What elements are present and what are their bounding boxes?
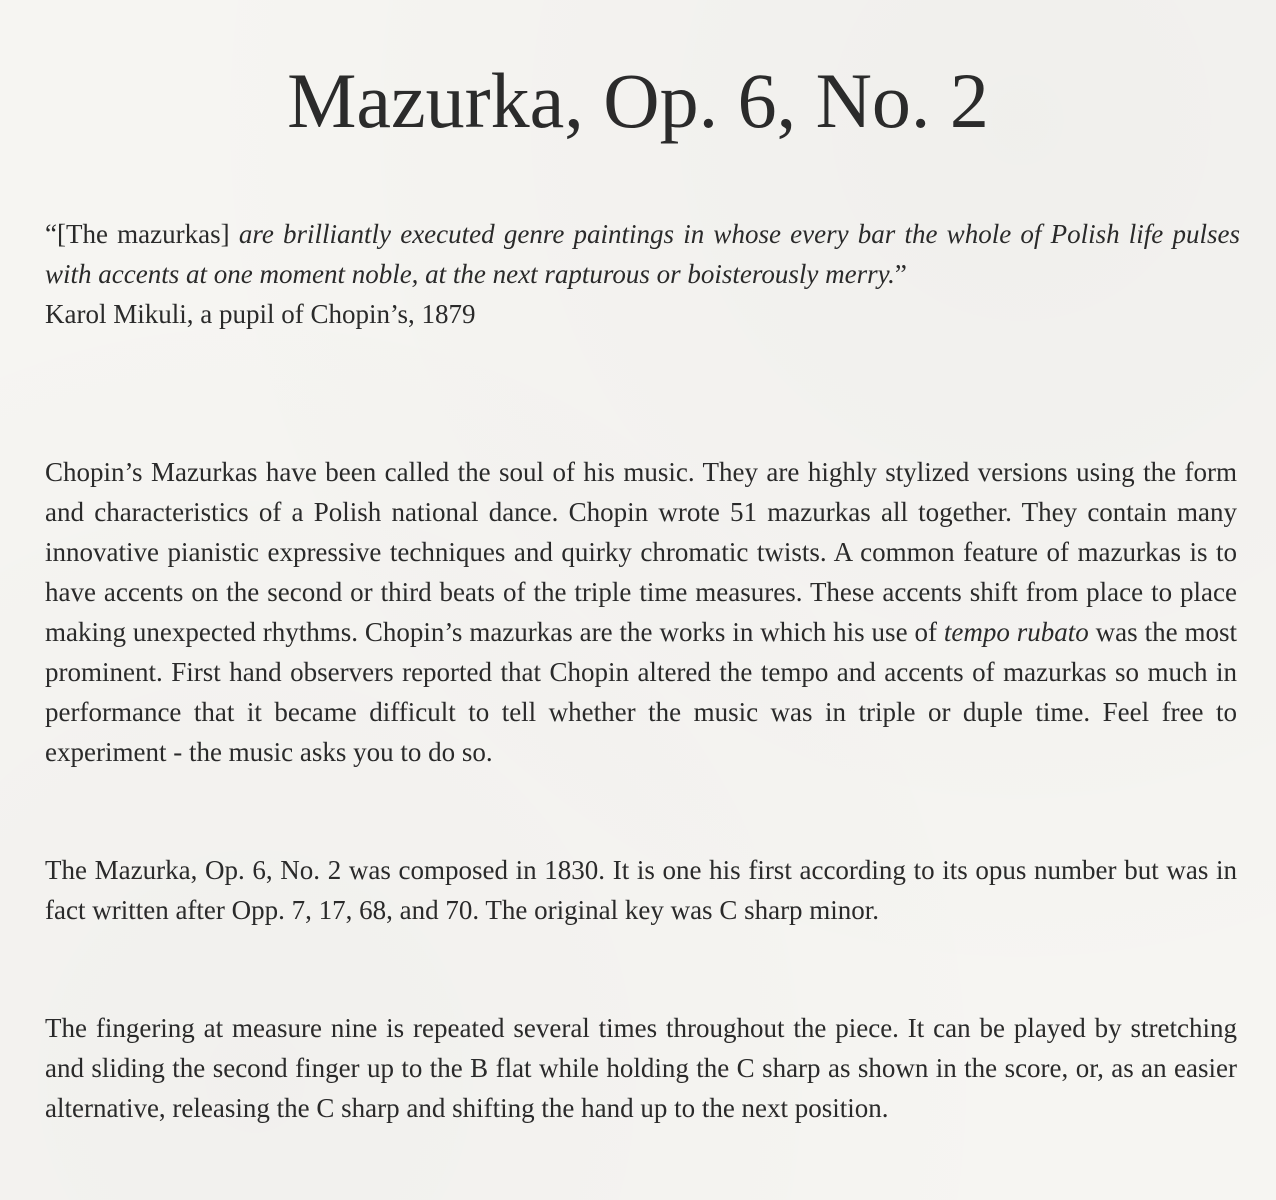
paragraph-1-italic-term: tempo rubato bbox=[943, 617, 1089, 647]
paragraph-1-text-a: Chopin’s Mazurkas have been called the soul of his music. They are highly stylized versions using the form and characteristics of a Polish national dance. Chopin wrote 51 mazurkas all together. They contain many innovative pianistic expressive techniques and quirky chromatic twists. A common feature of mazurkas is to have accents on the second or third beats of the triple time measures. These accents shift from place to place making unexpected rhythms. Chopin’s mazurkas are the works in which his use of bbox=[45, 457, 1237, 647]
paragraph-1-text-b: was the most prominent. First hand observers reported that Chopin altered the tempo and accents of mazurkas so much in performance that it became difficult to tell whether the music was in triple or duple time. Feel free to experiment - the music asks you to do so. bbox=[45, 617, 1237, 767]
epigraph-quote bbox=[45, 214, 1240, 294]
quote-open-mark: “ bbox=[45, 219, 57, 249]
paragraph-mazurkas-overview bbox=[45, 452, 1237, 772]
quote-italic-text: are brilliantly executed genre paintings in whose every bar the whole of Polish life pulses with accents at one moment noble, at the next rapturous or boisterously merry. bbox=[45, 219, 1240, 289]
quote-close-mark: ” bbox=[894, 259, 907, 289]
paragraph-fingering-note: The fingering at measure nine is repeated several times throughout the piece. It can be played by stretching and sliding the second finger up to the B flat while holding the C sharp as shown in the score, or, as an easier alternative, releasing the C sharp and shifting the hand up to the next position. bbox=[45, 1013, 1237, 1123]
page-title: Mazurka, Op. 6, No. 2 bbox=[287, 57, 989, 144]
quote-attribution: Karol Mikuli, a pupil of Chopin’s, 1879 bbox=[45, 299, 476, 329]
quote-lead-text: [The mazurkas] bbox=[56, 219, 239, 249]
epigraph-block bbox=[45, 214, 1240, 334]
paragraph-composition-history: The Mazurka, Op. 6, No. 2 was composed in 1830. It is one his first according to its opus number but was in fact written after Opp. 7, 17, 68, and 70. The original key was C sharp minor. bbox=[45, 855, 1237, 925]
